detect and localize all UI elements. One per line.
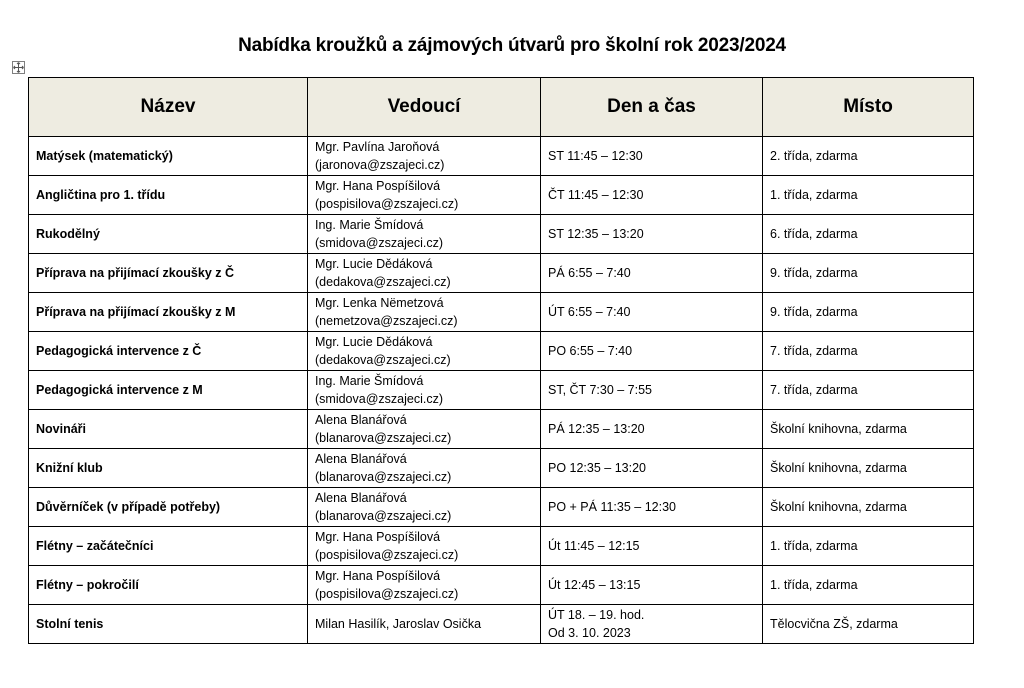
club-place: 7. třída, zdarma: [763, 371, 974, 410]
leader-name: Mgr. Hana Pospíšilová: [315, 569, 441, 583]
table-row: [29, 332, 974, 371]
club-leader: [308, 137, 541, 176]
time-line: ÚT 6:55 – 7:40: [548, 305, 631, 319]
club-time: [541, 488, 763, 527]
club-time: [541, 566, 763, 605]
club-place: Školní knihovna, zdarma: [763, 449, 974, 488]
club-place: Tělocvična ZŠ, zdarma: [763, 605, 974, 644]
time-line-2: Od 3. 10. 2023: [548, 626, 631, 640]
table-row: [29, 488, 974, 527]
time-line: PÁ 12:35 – 13:20: [548, 422, 645, 436]
table-row: [29, 254, 974, 293]
club-name: Matýsek (matematický): [29, 137, 308, 176]
time-line: PÁ 6:55 – 7:40: [548, 266, 631, 280]
club-place: 1. třída, zdarma: [763, 176, 974, 215]
club-leader: [308, 410, 541, 449]
club-name: Flétny – začátečníci: [29, 527, 308, 566]
club-time: [541, 137, 763, 176]
club-name: Příprava na přijímací zkoušky z Č: [29, 254, 308, 293]
leader-email: (smidova@zszajeci.cz): [315, 392, 443, 406]
page-title: Nabídka kroužků a zájmových útvarů pro školní rok 2023/2024: [238, 35, 786, 56]
club-name: Příprava na přijímací zkoušky z M: [29, 293, 308, 332]
club-place: Školní knihovna, zdarma: [763, 488, 974, 527]
time-line: ST 11:45 – 12:30: [548, 149, 643, 163]
leader-email: (pospisilova@zszajeci.cz): [315, 587, 459, 601]
club-time: [541, 449, 763, 488]
club-leader: [308, 332, 541, 371]
time-line: ST, ČT 7:30 – 7:55: [548, 383, 652, 397]
club-leader: [308, 488, 541, 527]
leader-name: Ing. Marie Šmídová: [315, 374, 424, 388]
club-place: 6. třída, zdarma: [763, 215, 974, 254]
leader-name: Mgr. Lucie Dědáková: [315, 257, 433, 271]
leader-name: Mgr. Lucie Dědáková: [315, 335, 433, 349]
table-row: [29, 566, 974, 605]
table-row: [29, 176, 974, 215]
clubs-table: [28, 77, 974, 644]
club-name: Pedagogická intervence z M: [29, 371, 308, 410]
club-time: [541, 254, 763, 293]
header-place: Místo: [763, 78, 974, 137]
club-time: [541, 410, 763, 449]
club-leader: [308, 371, 541, 410]
leader-name: Mgr. Pavlína Jaroňová: [315, 140, 440, 154]
leader-name: Mgr. Hana Pospíšilová: [315, 179, 441, 193]
time-line: PO + PÁ 11:35 – 12:30: [548, 500, 676, 514]
club-leader: [308, 293, 541, 332]
leader-email: (dedakova@zszajeci.cz): [315, 275, 451, 289]
club-name: Důvěrníček (v případě potřeby): [29, 488, 308, 527]
leader-email: (blanarova@zszajeci.cz): [315, 431, 452, 445]
leader-email: (pospisilova@zszajeci.cz): [315, 548, 459, 562]
table-move-handle-icon[interactable]: [12, 61, 25, 74]
leader-email: (nemetzova@zszajeci.cz): [315, 314, 458, 328]
club-time: [541, 605, 763, 644]
time-line: ČT 11:45 – 12:30: [548, 188, 644, 202]
time-line: Út 11:45 – 12:15: [548, 539, 640, 553]
club-place: 1. třída, zdarma: [763, 527, 974, 566]
table-row: [29, 371, 974, 410]
header-name: Název: [29, 78, 308, 137]
leader-name: Mgr. Lenka Nëmetzová: [315, 296, 444, 310]
table-row: [29, 410, 974, 449]
time-line: PO 6:55 – 7:40: [548, 344, 633, 358]
club-leader: [308, 527, 541, 566]
club-place: 7. třída, zdarma: [763, 332, 974, 371]
table-row: [29, 605, 974, 644]
club-time: [541, 527, 763, 566]
table-row: [29, 137, 974, 176]
leader-name: Alena Blanářová: [315, 452, 407, 466]
leader-name: Ing. Marie Šmídová: [315, 218, 424, 232]
table-row: [29, 293, 974, 332]
club-name: Stolní tenis: [29, 605, 308, 644]
club-place: Školní knihovna, zdarma: [763, 410, 974, 449]
club-place: 9. třída, zdarma: [763, 293, 974, 332]
club-time: [541, 215, 763, 254]
club-leader: [308, 254, 541, 293]
leader-name: Milan Hasilík, Jaroslav Osička: [315, 617, 482, 631]
club-leader: [308, 605, 541, 644]
club-leader: [308, 449, 541, 488]
leader-email: (dedakova@zszajeci.cz): [315, 353, 451, 367]
leader-email: (blanarova@zszajeci.cz): [315, 509, 452, 523]
leader-email: (smidova@zszajeci.cz): [315, 236, 443, 250]
leader-email: (jaronova@zszajeci.cz): [315, 158, 445, 172]
leader-email: (pospisilova@zszajeci.cz): [315, 197, 459, 211]
club-place: 9. třída, zdarma: [763, 254, 974, 293]
club-name: Novináři: [29, 410, 308, 449]
club-name: Pedagogická intervence z Č: [29, 332, 308, 371]
time-line: PO 12:35 – 13:20: [548, 461, 646, 475]
club-time: [541, 176, 763, 215]
club-time: [541, 371, 763, 410]
header-time: Den a čas: [541, 78, 763, 137]
table-row: [29, 527, 974, 566]
time-line: ST 12:35 – 13:20: [548, 227, 644, 241]
leader-name: Alena Blanářová: [315, 413, 407, 427]
club-leader: [308, 215, 541, 254]
club-time: [541, 293, 763, 332]
table-row: [29, 449, 974, 488]
club-name: Rukodělný: [29, 215, 308, 254]
time-line: Út 12:45 – 13:15: [548, 578, 641, 592]
club-place: 2. třída, zdarma: [763, 137, 974, 176]
club-place: 1. třída, zdarma: [763, 566, 974, 605]
club-leader: [308, 176, 541, 215]
table-header-row: [29, 78, 974, 137]
leader-name: Mgr. Hana Pospíšilová: [315, 530, 441, 544]
club-name: Flétny – pokročilí: [29, 566, 308, 605]
leader-name: Alena Blanářová: [315, 491, 407, 505]
table-row: [29, 215, 974, 254]
time-line: ÚT 18. – 19. hod.: [548, 608, 645, 622]
leader-email: (blanarova@zszajeci.cz): [315, 470, 452, 484]
header-leader: Vedoucí: [308, 78, 541, 137]
club-leader: [308, 566, 541, 605]
club-time: [541, 332, 763, 371]
club-name: Knižní klub: [29, 449, 308, 488]
club-name: Angličtina pro 1. třídu: [29, 176, 308, 215]
